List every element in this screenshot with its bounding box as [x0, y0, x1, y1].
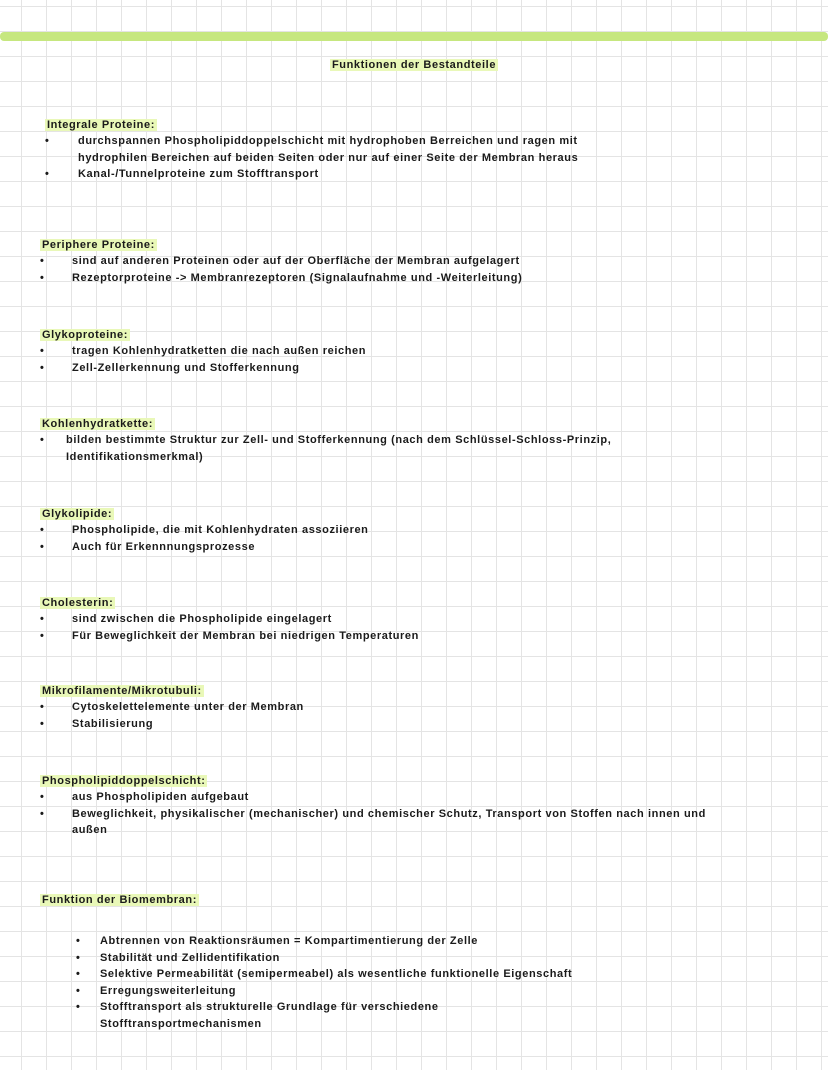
bullet-icon: •	[40, 701, 45, 713]
list-item: • Abtrennen von Reaktionsräumen = Kompartimentierung der Zelle	[40, 933, 680, 950]
section-heading: Cholesterin:	[42, 597, 114, 609]
section-heading: Phospholipiddoppelschicht:	[42, 775, 206, 787]
list-item: • sind auf anderen Proteinen oder auf der Oberfläche der Membran aufgelagert	[40, 253, 760, 270]
bullet-icon: •	[40, 540, 45, 553]
list-item: • Stofftransport als strukturelle Grundlage für verschiedene Stofftransportmechanismen	[76, 1001, 439, 1030]
section-glykolipide	[40, 506, 760, 555]
section-heading: Funktion der Biomembran:	[42, 894, 197, 906]
section-cholesterin	[40, 595, 760, 644]
list-item: • Stabilisierung	[40, 716, 760, 733]
bullet-icon: •	[76, 935, 81, 947]
bullet-icon: •	[40, 345, 45, 357]
bullet-icon: •	[40, 361, 45, 374]
bullet-icon: •	[76, 968, 81, 980]
list-item: • sind zwischen die Phospholipide eingelagert	[40, 611, 760, 628]
list-item: • Zell-Zellerkennung und Stofferkennung	[40, 360, 760, 377]
bullet-icon: •	[40, 271, 45, 284]
bullet-icon: •	[40, 524, 45, 536]
list-item: • Selektive Permeabilität (semipermeabel) als wesentliche funktionelle Eigenschaft	[40, 966, 680, 983]
section-funktion-biomembran	[40, 892, 680, 1032]
list-item: • Cytoskelettelemente unter der Membran	[40, 699, 760, 716]
list-item: • Erregungsweiterleitung	[40, 983, 680, 1000]
page-title: Funktionen der Bestandteile	[331, 59, 497, 71]
bullet-icon: •	[40, 629, 45, 642]
bullet-icon: •	[76, 951, 81, 964]
section-phospholipiddoppelschicht	[40, 773, 730, 839]
section-heading: Kohlenhydratkette:	[42, 418, 154, 430]
bullet-icon: •	[40, 255, 45, 267]
list-item: • Für Beweglichkeit der Membran bei niedrigen Temperaturen	[40, 628, 760, 645]
list-item: • aus Phospholipiden aufgebaut	[40, 789, 730, 806]
list-item: • Rezeptorproteine -> Membranrezeptoren (Signalaufnahme und -Weiterleitung)	[40, 270, 760, 287]
section-kohlenhydratkette	[40, 416, 720, 465]
section-heading: Integrale Proteine:	[47, 119, 155, 131]
list-item: • Phospholipide, die mit Kohlenhydraten assoziieren	[40, 522, 760, 539]
top-accent-bar	[0, 32, 828, 41]
list-item: • Auch für Erkennnungsprozesse	[40, 539, 760, 556]
section-periphere-proteine	[40, 237, 760, 286]
bullet-icon: •	[45, 168, 50, 180]
bullet-icon: •	[40, 807, 45, 820]
list-item: • bilden bestimmte Struktur zur Zell- und Stofferkennung (nach dem Schlüssel-Schloss-Prinzip, Identifikationsmerkmal)	[40, 434, 612, 463]
bullet-icon: •	[45, 135, 50, 147]
list-item: • Stabilität und Zellidentifikation	[40, 950, 680, 967]
bullet-icon: •	[40, 717, 45, 730]
section-heading: Glykolipide:	[42, 508, 113, 520]
list-item: • Kanal-/Tunnelproteine zum Stofftransport	[45, 166, 605, 183]
section-glykoproteine	[40, 327, 760, 376]
list-item: • tragen Kohlenhydratketten die nach außen reichen	[40, 343, 760, 360]
bullet-icon: •	[40, 434, 45, 446]
list-item: • Beweglichkeit, physikalischer (mechanischer) und chemischer Schutz, Transport von Stoffen nach innen und außen	[40, 807, 706, 836]
section-mikrofilamente	[40, 683, 760, 732]
bullet-icon: •	[40, 613, 45, 625]
section-heading: Periphere Proteine:	[42, 239, 155, 251]
list-item: • durchspannen Phospholipiddoppelschicht mit hydrophoben Berreichen und ragen mit hydrophilen Bereichen auf beiden Seiten oder nur auf einer Seite der Membran heraus	[45, 135, 579, 164]
section-heading: Glykoproteine:	[42, 329, 129, 341]
bullet-icon: •	[40, 791, 45, 803]
bullet-icon: •	[76, 984, 81, 997]
section-integrale-proteine	[45, 117, 605, 183]
bullet-icon: •	[76, 1001, 81, 1013]
section-heading: Mikrofilamente/Mikrotubuli:	[42, 685, 202, 697]
